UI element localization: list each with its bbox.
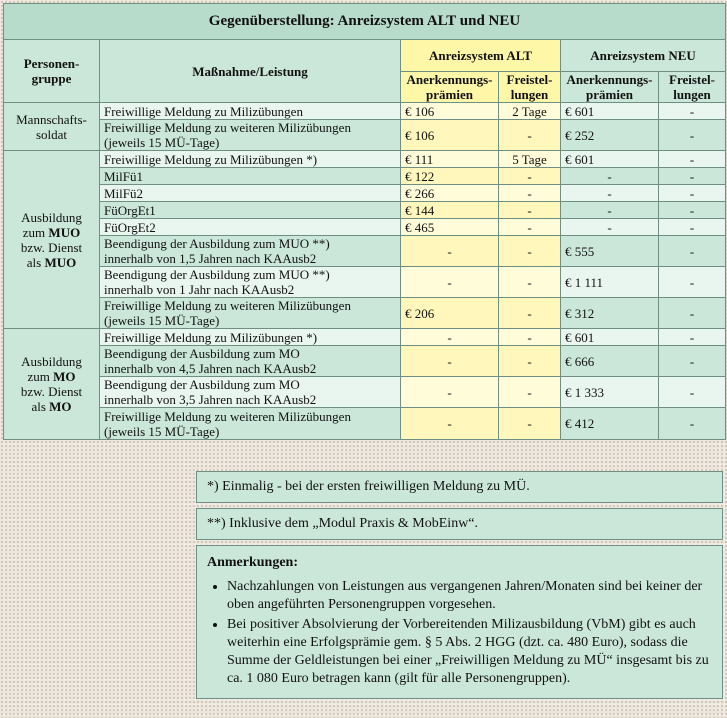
remarks-list (207, 578, 712, 688)
neu-praemie-cell: € 601 (561, 103, 659, 120)
massnahme-cell: FüOrgEt1 (100, 202, 401, 219)
neu-freistellung-cell: - (659, 168, 726, 185)
neu-freistellung-cell: - (659, 151, 726, 168)
massnahme-cell: Beendigung der Ausbildung zum MUO **) innerhalb von 1,5 Jahren nach KAAusb2 (100, 236, 401, 267)
massnahme-cell: FüOrgEt2 (100, 219, 401, 236)
neu-freistellung-cell: - (659, 120, 726, 151)
alt-praemie-cell: - (401, 408, 499, 440)
table-row (4, 103, 726, 120)
massnahme-cell: Freiwillige Meldung zu Milizübungen *) (100, 151, 401, 168)
massnahme-cell: Beendigung der Ausbildung zum MO innerhalb von 3,5 Jahren nach KAAusb2 (100, 377, 401, 408)
table-row (4, 267, 726, 298)
alt-freistellung-cell: - (499, 219, 561, 236)
table-row (4, 408, 726, 440)
alt-freistellung-cell: - (499, 236, 561, 267)
neu-freistellung-cell: - (659, 377, 726, 408)
header-neu-freistellungen: Freistel- lungen (659, 72, 726, 103)
header-alt-freistellungen: Freistel- lungen (499, 72, 561, 103)
neu-praemie-cell: € 601 (561, 329, 659, 346)
neu-freistellung-cell: - (659, 219, 726, 236)
neu-praemie-cell: € 312 (561, 298, 659, 329)
table-title: Gegenüberstellung: Anreizsystem ALT und NEU (4, 4, 726, 40)
neu-praemie-cell: € 601 (561, 151, 659, 168)
alt-praemie-cell: - (401, 377, 499, 408)
alt-freistellung-cell: 5 Tage (499, 151, 561, 168)
table-row (4, 346, 726, 377)
alt-freistellung-cell: - (499, 185, 561, 202)
alt-praemie-cell: € 266 (401, 185, 499, 202)
massnahme-cell: MilFü1 (100, 168, 401, 185)
neu-freistellung-cell: - (659, 202, 726, 219)
remarks-box (196, 545, 723, 699)
massnahme-cell: Beendigung der Ausbildung zum MO innerhalb von 4,5 Jahren nach KAAusb2 (100, 346, 401, 377)
neu-freistellung-cell: - (659, 298, 726, 329)
neu-praemie-cell: - (561, 202, 659, 219)
neu-praemie-cell: € 1 333 (561, 377, 659, 408)
notes-panel (196, 471, 723, 715)
remark-item: • Bei positiver Absolvierung der Vorbereitenden Milizausbildung (VbM) gibt es auch weiterhin eine Erfolgsprämie gem. § 5 Abs. 2 HGG (dzt. ca. 480 Euro), sodass die Summe der Geldleistungen bei einer „Freiwilligen Meldung zu MÜ“ insgesamt bis zu ca. 1 080 Euro betragen kann (gilt für alle Personengruppen). (227, 616, 712, 688)
neu-praemie-cell: € 1 111 (561, 267, 659, 298)
alt-freistellung-cell: - (499, 168, 561, 185)
header-alt: Anreizsystem ALT (401, 40, 561, 72)
table-row (4, 298, 726, 329)
remarks-title: Anmerkungen: (207, 555, 299, 570)
massnahme-cell: Freiwillige Meldung zu weiteren Milizübungen (jeweils 15 MÜ-Tage) (100, 120, 401, 151)
alt-freistellung-cell: - (499, 267, 561, 298)
alt-freistellung-cell: - (499, 408, 561, 440)
table-row (4, 219, 726, 236)
table-row (4, 202, 726, 219)
neu-freistellung-cell: - (659, 267, 726, 298)
massnahme-cell: Freiwillige Meldung zu weiteren Milizübungen (jeweils 15 MÜ-Tage) (100, 298, 401, 329)
neu-praemie-cell: - (561, 168, 659, 185)
alt-praemie-cell: € 144 (401, 202, 499, 219)
alt-praemie-cell: € 106 (401, 120, 499, 151)
alt-freistellung-cell: - (499, 298, 561, 329)
alt-praemie-cell: - (401, 329, 499, 346)
massnahme-cell: Beendigung der Ausbildung zum MUO **) innerhalb von 1 Jahr nach KAAusb2 (100, 267, 401, 298)
alt-praemie-cell: - (401, 346, 499, 377)
header-neu: Anreizsystem NEU (561, 40, 726, 72)
alt-freistellung-cell: - (499, 329, 561, 346)
alt-freistellung-cell: - (499, 377, 561, 408)
header-neu-praemien: Anerkennungs- prämien (561, 72, 659, 103)
neu-praemie-cell: € 412 (561, 408, 659, 440)
footnote-einmalig: *) Einmalig - bei der ersten freiwilligen Meldung zu MÜ. (196, 471, 723, 503)
neu-praemie-cell: - (561, 185, 659, 202)
neu-freistellung-cell: - (659, 329, 726, 346)
neu-freistellung-cell: - (659, 185, 726, 202)
alt-praemie-cell: - (401, 267, 499, 298)
alt-praemie-cell: € 106 (401, 103, 499, 120)
massnahme-cell: Freiwillige Meldung zu Milizübungen *) (100, 329, 401, 346)
header-personengruppe: Personen- gruppe (4, 40, 100, 103)
alt-praemie-cell: - (401, 236, 499, 267)
table-row (4, 168, 726, 185)
neu-praemie-cell: - (561, 219, 659, 236)
alt-freistellung-cell: 2 Tage (499, 103, 561, 120)
header-massnahme: Maßnahme/Leistung (100, 40, 401, 103)
alt-freistellung-cell: - (499, 202, 561, 219)
neu-praemie-cell: € 555 (561, 236, 659, 267)
massnahme-cell: Freiwillige Meldung zu weiteren Milizübungen (jeweils 15 MÜ-Tage) (100, 408, 401, 440)
footnote-inklusive: **) Inklusive dem „Modul Praxis & MobEinw“. (196, 508, 723, 540)
table-row (4, 329, 726, 346)
table-row (4, 151, 726, 168)
massnahme-cell: Freiwillige Meldung zu Milizübungen (100, 103, 401, 120)
alt-praemie-cell: € 111 (401, 151, 499, 168)
neu-freistellung-cell: - (659, 103, 726, 120)
alt-praemie-cell: € 465 (401, 219, 499, 236)
neu-freistellung-cell: - (659, 408, 726, 440)
alt-praemie-cell: € 122 (401, 168, 499, 185)
group-label: Ausbildung zum MO bzw. Dienst als MO (4, 329, 100, 440)
header-alt-praemien: Anerkennungs- prämien (401, 72, 499, 103)
comparison-table (3, 3, 726, 440)
neu-praemie-cell: € 666 (561, 346, 659, 377)
alt-freistellung-cell: - (499, 120, 561, 151)
neu-freistellung-cell: - (659, 236, 726, 267)
remark-item: • Nachzahlungen von Leistungen aus vergangenen Jahren/Monaten sind bei keiner der oben angeführten Personengruppen vorgesehen. (227, 578, 712, 614)
group-label: Mannschafts- soldat (4, 103, 100, 151)
table-row (4, 185, 726, 202)
alt-freistellung-cell: - (499, 346, 561, 377)
table-row (4, 236, 726, 267)
neu-freistellung-cell: - (659, 346, 726, 377)
neu-praemie-cell: € 252 (561, 120, 659, 151)
table-row (4, 377, 726, 408)
alt-praemie-cell: € 206 (401, 298, 499, 329)
group-label: Ausbildung zum MUO bzw. Dienst als MUO (4, 151, 100, 329)
massnahme-cell: MilFü2 (100, 185, 401, 202)
table-row (4, 120, 726, 151)
